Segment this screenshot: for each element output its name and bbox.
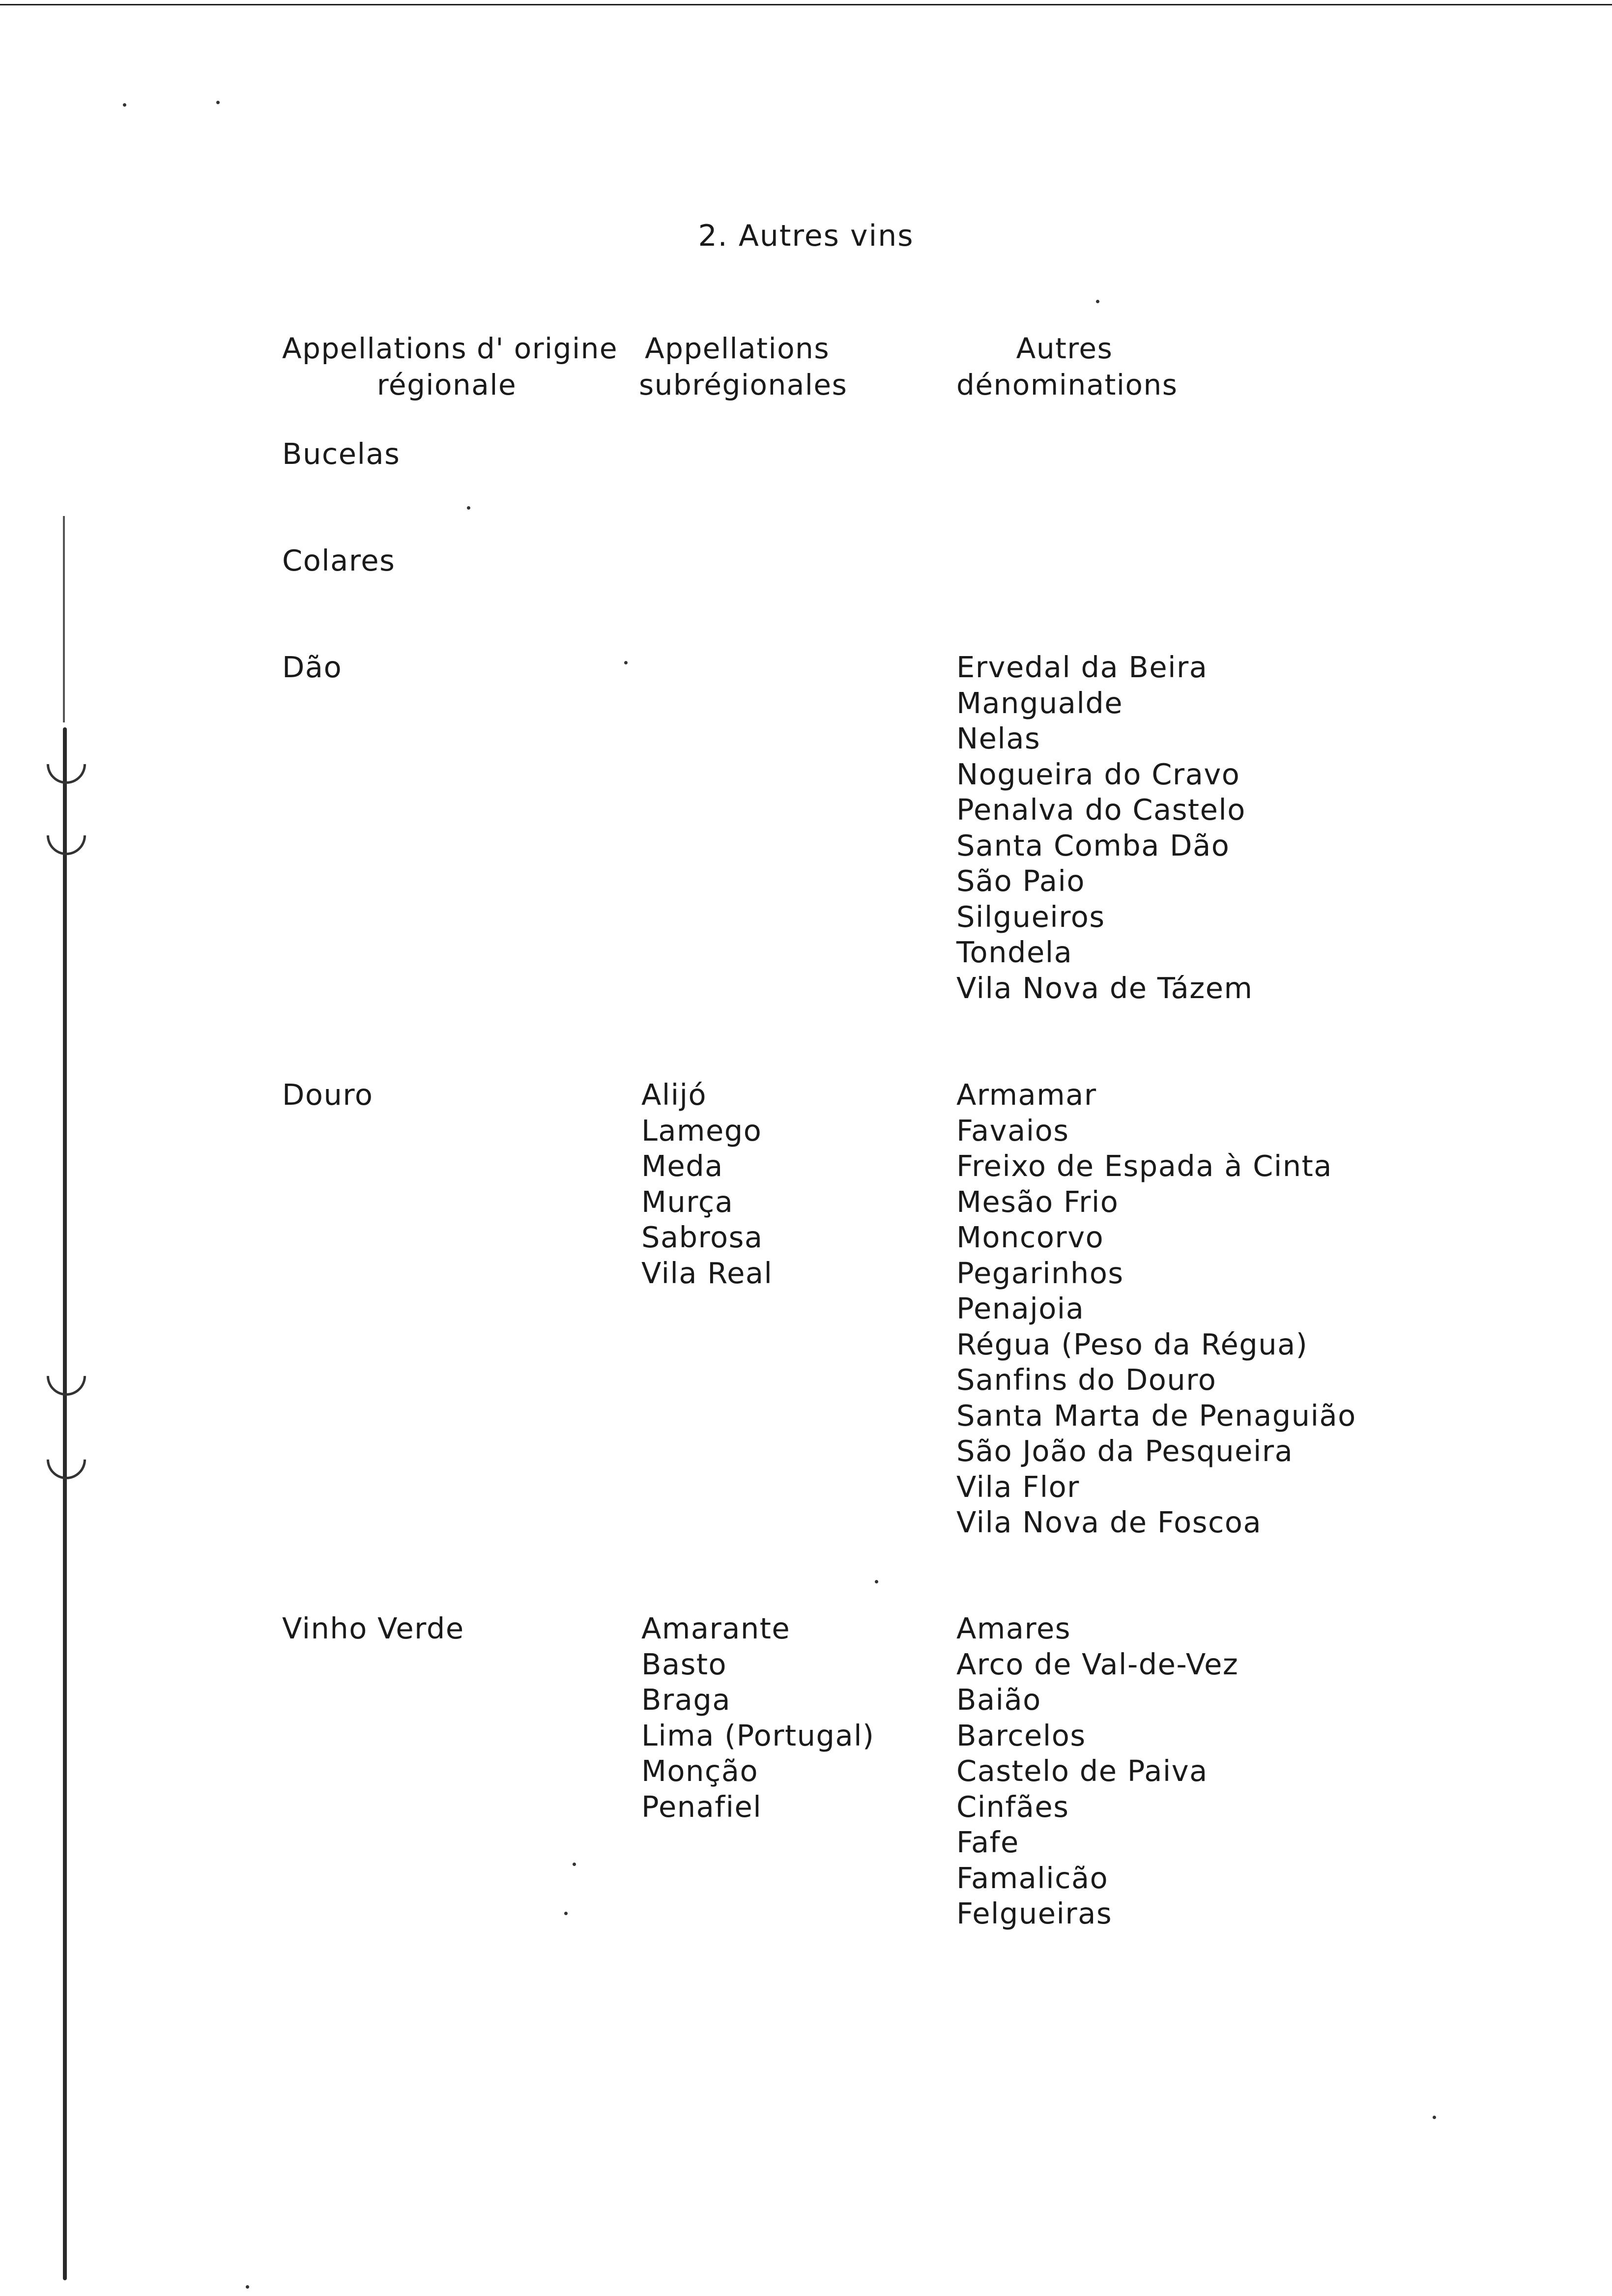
binding-ring — [38, 1432, 94, 1487]
list-item: Mesão Frio — [956, 1184, 1119, 1219]
region-name: Dão — [282, 650, 343, 684]
vinho-verde-other-list — [956, 1611, 1238, 1932]
list-item: Tondela — [956, 935, 1073, 969]
speck — [216, 101, 220, 104]
binding-edge — [63, 727, 67, 2280]
vinho-verde-subregional-list — [641, 1611, 875, 1825]
binding-ring — [38, 736, 94, 792]
list-item: São Paio — [956, 864, 1086, 898]
douro-other-list — [956, 1077, 1356, 1541]
header-subregional-line-1: Appellations — [644, 332, 830, 365]
list-item: Sabrosa — [641, 1220, 763, 1254]
list-item: Régua (Peso da Régua) — [956, 1327, 1308, 1361]
list-item: Moncorvo — [956, 1220, 1104, 1254]
header-regional — [282, 330, 618, 403]
list-item: Alijó — [641, 1078, 707, 1112]
speck — [1096, 300, 1099, 303]
list-item: Baião — [956, 1683, 1041, 1717]
region-name: Douro — [282, 1078, 374, 1112]
list-item: Vila Nova de Foscoa — [956, 1505, 1262, 1539]
list-item: Cinfães — [956, 1789, 1069, 1824]
speck — [573, 1863, 576, 1866]
list-item: Santa Marta de Penaguião — [956, 1398, 1356, 1433]
list-item: Mangualde — [956, 686, 1123, 720]
list-item: Fafe — [956, 1825, 1019, 1859]
header-subregional — [639, 330, 848, 403]
region-bucelas — [282, 436, 400, 472]
list-item: Famalicão — [956, 1861, 1109, 1895]
speck — [467, 506, 470, 510]
list-item: Lima (Portugal) — [641, 1718, 875, 1752]
list-item: Castelo de Paiva — [956, 1754, 1208, 1788]
list-item: Amarante — [641, 1611, 791, 1645]
list-item: Nelas — [956, 721, 1041, 755]
list-item: Meda — [641, 1149, 723, 1183]
list-item: Murça — [641, 1184, 734, 1219]
region-colares — [282, 543, 395, 579]
header-regional-line-1: Appellations d' origine — [282, 332, 618, 365]
speck — [624, 661, 628, 664]
list-item: Penafiel — [641, 1789, 762, 1824]
header-regional-line-2: régionale — [376, 368, 517, 402]
dao-other-list — [956, 650, 1253, 1006]
binding-ring — [38, 1348, 94, 1404]
list-item: Braga — [641, 1683, 731, 1717]
list-item: Freixo de Espada à Cinta — [956, 1149, 1332, 1183]
region-douro — [282, 1077, 373, 1113]
speck — [875, 1580, 878, 1583]
list-item: Vila Real — [641, 1256, 773, 1290]
list-item: Vila Nova de Tázem — [956, 971, 1253, 1005]
list-item: Amares — [956, 1611, 1071, 1645]
header-other-line-2: dénominations — [956, 368, 1178, 402]
list-item: Santa Comba Dão — [956, 828, 1230, 862]
list-item: Penalva do Castelo — [956, 793, 1246, 827]
douro-subregional-list — [641, 1077, 773, 1291]
header-other-line-1: Autres — [1016, 332, 1113, 365]
list-item: Silgueiros — [956, 899, 1105, 934]
list-item: Pegarinhos — [956, 1256, 1124, 1290]
list-item: Nogueira do Cravo — [956, 757, 1240, 791]
list-item: Ervedal da Beira — [956, 650, 1208, 684]
list-item: Basto — [641, 1647, 727, 1681]
page-title: 2. Autres vins — [698, 219, 914, 253]
binding-edge-upper — [63, 516, 65, 722]
top-rule — [0, 4, 1612, 5]
region-name: Colares — [282, 544, 396, 577]
speck — [246, 2285, 249, 2289]
list-item: Favaios — [956, 1113, 1069, 1148]
speck — [1433, 2116, 1436, 2119]
speck — [123, 103, 126, 107]
speck — [564, 1912, 568, 1915]
list-item: Vila Flor — [956, 1469, 1080, 1504]
list-item: Penajoia — [956, 1292, 1085, 1325]
header-subregional-line-2: subrégionales — [639, 368, 848, 402]
region-name: Bucelas — [282, 437, 401, 471]
list-item: Monção — [641, 1754, 759, 1788]
region-vinho-verde — [282, 1611, 464, 1647]
list-item: Armamar — [956, 1078, 1097, 1112]
list-item: Sanfins do Douro — [956, 1363, 1217, 1397]
region-dao — [282, 650, 342, 686]
list-item: Felgueiras — [956, 1896, 1113, 1930]
region-name: Vinho Verde — [282, 1611, 464, 1645]
header-other — [956, 330, 1178, 403]
binding-ring — [38, 807, 94, 863]
list-item: São João da Pesqueira — [956, 1434, 1294, 1468]
list-item: Lamego — [641, 1113, 762, 1148]
list-item: Arco de Val-de-Vez — [956, 1647, 1239, 1681]
list-item: Barcelos — [956, 1718, 1086, 1752]
